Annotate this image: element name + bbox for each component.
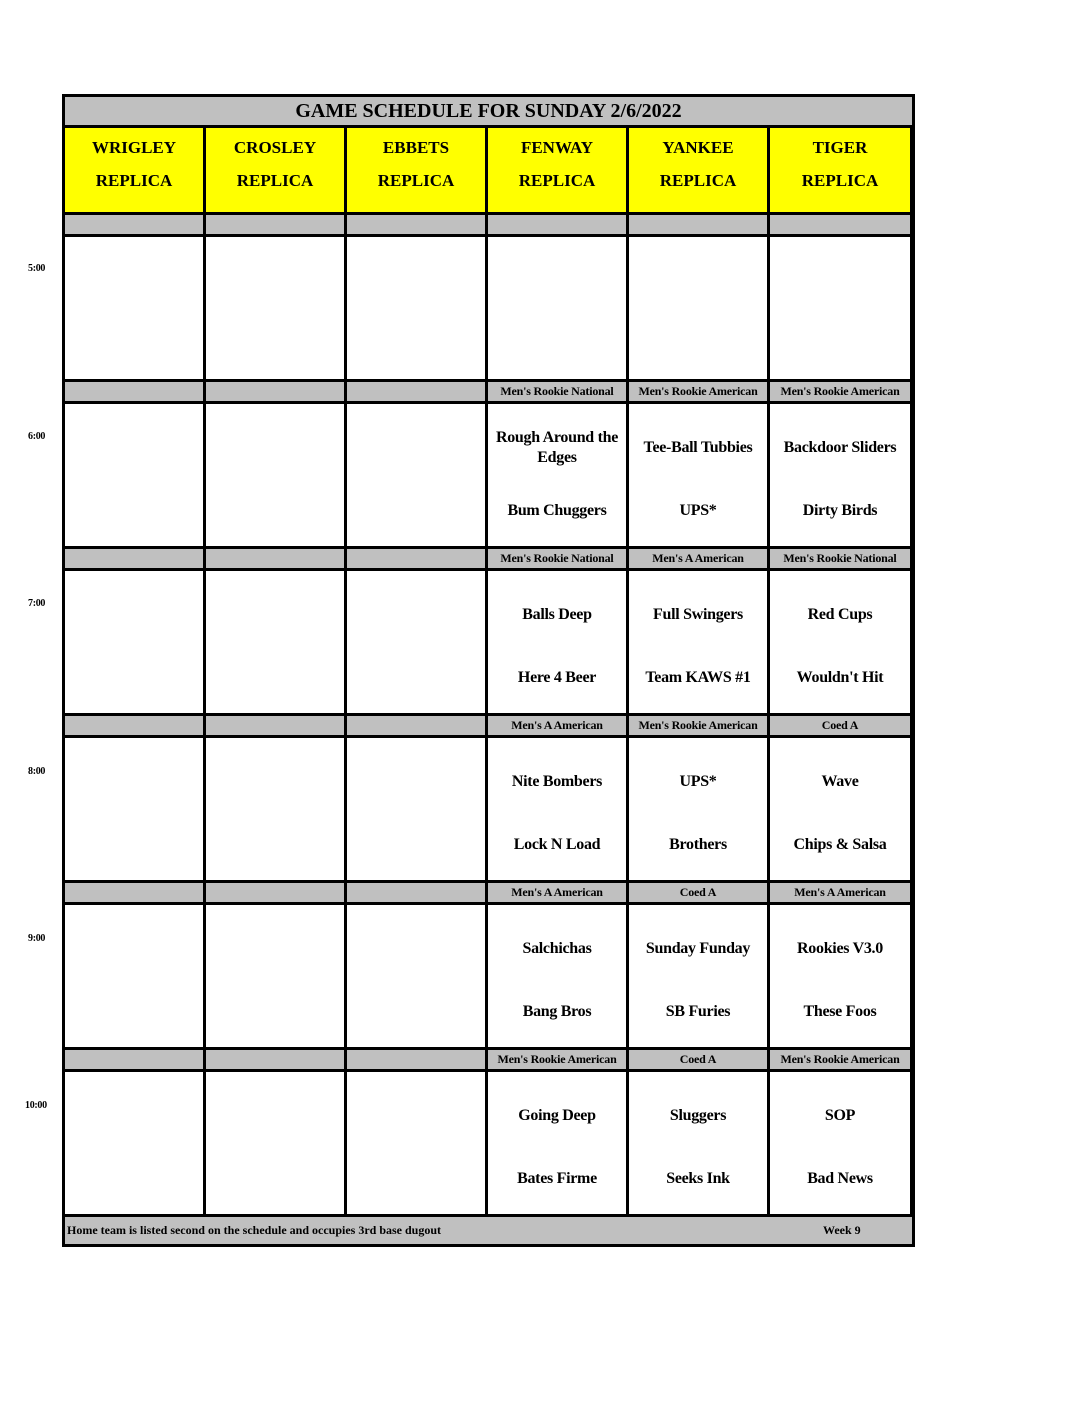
home-team bbox=[210, 500, 340, 522]
away-team bbox=[351, 762, 481, 802]
home-team bbox=[210, 667, 340, 689]
home-team: Lock N Load bbox=[513, 836, 601, 853]
away-team: SOP bbox=[824, 1107, 856, 1124]
division-label bbox=[65, 716, 206, 735]
division-label: Men's Rookie American bbox=[770, 1050, 910, 1069]
away-team bbox=[69, 929, 199, 969]
game-cell bbox=[65, 237, 206, 379]
time-label: 9:00 bbox=[28, 933, 46, 944]
field-name: WRIGLEY bbox=[91, 138, 177, 157]
away-team: UPS* bbox=[679, 773, 717, 790]
division-label bbox=[206, 883, 347, 902]
away-team: Going Deep bbox=[518, 1107, 596, 1124]
field-header bbox=[629, 128, 770, 212]
schedule-footer bbox=[65, 1217, 912, 1244]
division-label: Coed A bbox=[629, 1050, 770, 1069]
time-column bbox=[0, 0, 62, 1408]
home-team bbox=[210, 1168, 340, 1190]
division-label bbox=[347, 716, 488, 735]
away-team bbox=[210, 595, 340, 635]
away-team bbox=[210, 929, 340, 969]
game-cell bbox=[347, 404, 488, 546]
away-team bbox=[69, 762, 199, 802]
home-team bbox=[351, 667, 481, 689]
home-team bbox=[351, 1001, 481, 1023]
division-label bbox=[65, 883, 206, 902]
game-cell bbox=[488, 237, 629, 379]
home-team bbox=[210, 1001, 340, 1023]
division-label bbox=[347, 215, 488, 234]
game-cell bbox=[629, 905, 770, 1047]
game-cell bbox=[770, 738, 910, 880]
game-cell bbox=[206, 1072, 347, 1214]
division-label: Men's A American bbox=[629, 549, 770, 568]
away-team bbox=[633, 261, 763, 301]
home-team: Team KAWS #1 bbox=[645, 669, 751, 686]
home-team bbox=[210, 834, 340, 856]
game-cell bbox=[65, 1072, 206, 1214]
division-label bbox=[347, 549, 488, 568]
division-label bbox=[347, 883, 488, 902]
home-team: Bates Firme bbox=[517, 1170, 597, 1187]
home-team: Dirty Birds bbox=[802, 502, 878, 519]
game-cell bbox=[488, 1072, 629, 1214]
game-cell bbox=[206, 404, 347, 546]
away-team bbox=[69, 595, 199, 635]
division-label bbox=[347, 1050, 488, 1069]
field-type: REPLICA bbox=[518, 171, 596, 190]
away-team: Rough Around the Edges bbox=[495, 429, 619, 466]
home-team: Bang Bros bbox=[522, 1003, 592, 1020]
field-name: FENWAY bbox=[520, 138, 594, 157]
division-label: Men's Rookie American bbox=[770, 382, 910, 401]
away-team bbox=[351, 929, 481, 969]
home-team bbox=[69, 1168, 199, 1190]
field-type: REPLICA bbox=[236, 171, 314, 190]
game-slot-row bbox=[65, 738, 912, 883]
game-slot-row bbox=[65, 404, 912, 549]
game-cell bbox=[629, 404, 770, 546]
game-cell bbox=[770, 404, 910, 546]
division-label bbox=[629, 215, 770, 234]
game-cell bbox=[206, 237, 347, 379]
division-label bbox=[206, 215, 347, 234]
division-label: Coed A bbox=[629, 883, 770, 902]
week-label: Week 9 bbox=[823, 1223, 861, 1237]
away-team bbox=[351, 1096, 481, 1136]
division-label: Men's A American bbox=[488, 883, 629, 902]
home-team bbox=[69, 667, 199, 689]
division-row bbox=[65, 215, 912, 237]
away-team bbox=[492, 261, 622, 301]
home-team bbox=[492, 333, 622, 355]
game-cell bbox=[347, 237, 488, 379]
division-label bbox=[206, 1050, 347, 1069]
game-cell bbox=[65, 905, 206, 1047]
home-team bbox=[633, 333, 763, 355]
game-cell bbox=[488, 571, 629, 713]
home-team: Wouldn't Hit bbox=[796, 669, 884, 686]
home-team bbox=[69, 333, 199, 355]
game-cell bbox=[488, 738, 629, 880]
game-cell bbox=[770, 571, 910, 713]
schedule-table bbox=[62, 94, 915, 1247]
home-team: Seeks Ink bbox=[666, 1170, 730, 1187]
game-slot-row bbox=[65, 237, 912, 382]
time-label: 8:00 bbox=[28, 766, 46, 777]
division-label bbox=[488, 215, 629, 234]
field-header-row bbox=[65, 128, 912, 215]
away-team bbox=[69, 428, 199, 468]
home-team bbox=[69, 834, 199, 856]
division-label: Men's Rookie American bbox=[629, 716, 770, 735]
division-label: Coed A bbox=[770, 716, 910, 735]
field-type: REPLICA bbox=[377, 171, 455, 190]
home-team: Here 4 Beer bbox=[517, 669, 597, 686]
away-team bbox=[210, 261, 340, 301]
time-label: 6:00 bbox=[28, 431, 46, 442]
division-label: Men's Rookie National bbox=[488, 382, 629, 401]
division-row bbox=[65, 716, 912, 738]
field-header bbox=[65, 128, 206, 212]
home-team bbox=[774, 333, 906, 355]
game-cell bbox=[629, 738, 770, 880]
game-slot-row bbox=[65, 571, 912, 716]
home-team bbox=[351, 1168, 481, 1190]
away-team: Rookies V3.0 bbox=[797, 940, 883, 957]
time-label: 5:00 bbox=[28, 263, 46, 274]
away-team bbox=[210, 1096, 340, 1136]
away-team bbox=[69, 261, 199, 301]
away-team: Red Cups bbox=[807, 606, 873, 623]
home-team: SB Furies bbox=[665, 1003, 731, 1020]
time-label: 7:00 bbox=[28, 598, 46, 609]
home-team: These Foos bbox=[803, 1003, 877, 1020]
division-label: Men's Rookie American bbox=[629, 382, 770, 401]
schedule-title: GAME SCHEDULE FOR SUNDAY 2/6/2022 bbox=[65, 97, 912, 128]
game-cell bbox=[770, 237, 910, 379]
home-team-note: Home team is listed second on the schedule and occupies 3rd base dugout bbox=[67, 1223, 442, 1237]
away-team: Tee-Ball Tubbies bbox=[643, 439, 753, 456]
away-team bbox=[351, 595, 481, 635]
home-team: UPS* bbox=[679, 502, 717, 519]
field-type: REPLICA bbox=[659, 171, 737, 190]
field-type: REPLICA bbox=[95, 171, 173, 190]
division-label: Men's Rookie National bbox=[488, 549, 629, 568]
game-cell bbox=[347, 571, 488, 713]
division-label bbox=[206, 716, 347, 735]
division-label: Men's Rookie National bbox=[770, 549, 910, 568]
field-name: TIGER bbox=[812, 138, 868, 157]
division-label bbox=[65, 549, 206, 568]
game-cell bbox=[206, 738, 347, 880]
game-cell bbox=[347, 738, 488, 880]
division-label bbox=[65, 382, 206, 401]
division-label: Men's Rookie American bbox=[488, 1050, 629, 1069]
field-header bbox=[347, 128, 488, 212]
away-team bbox=[210, 428, 340, 468]
game-cell bbox=[629, 1072, 770, 1214]
home-team bbox=[210, 333, 340, 355]
division-row bbox=[65, 382, 912, 404]
division-label bbox=[770, 215, 910, 234]
field-header bbox=[206, 128, 347, 212]
field-name: YANKEE bbox=[662, 138, 734, 157]
away-team: Balls Deep bbox=[522, 606, 592, 623]
division-label: Men's A American bbox=[488, 716, 629, 735]
away-team: Backdoor Sliders bbox=[783, 439, 897, 456]
game-slot-row bbox=[65, 1072, 912, 1217]
away-team: Sluggers bbox=[669, 1107, 727, 1124]
division-row bbox=[65, 1050, 912, 1072]
home-team bbox=[69, 500, 199, 522]
game-cell bbox=[206, 571, 347, 713]
home-team: Bad News bbox=[807, 1170, 873, 1187]
away-team: Wave bbox=[821, 773, 859, 790]
field-name: EBBETS bbox=[382, 138, 450, 157]
away-team bbox=[351, 261, 481, 301]
home-team: Chips & Salsa bbox=[793, 836, 887, 853]
game-cell bbox=[629, 571, 770, 713]
away-team: Salchichas bbox=[522, 940, 592, 957]
home-team bbox=[351, 333, 481, 355]
home-team bbox=[351, 500, 481, 522]
game-cell bbox=[629, 237, 770, 379]
division-label bbox=[65, 1050, 206, 1069]
division-label: Men's A American bbox=[770, 883, 910, 902]
home-team: Bum Chuggers bbox=[507, 502, 607, 519]
game-cell bbox=[488, 404, 629, 546]
game-cell bbox=[347, 905, 488, 1047]
away-team bbox=[69, 1096, 199, 1136]
away-team bbox=[210, 762, 340, 802]
home-team bbox=[69, 1001, 199, 1023]
away-team bbox=[774, 261, 906, 301]
division-row bbox=[65, 549, 912, 571]
game-cell bbox=[65, 404, 206, 546]
division-label bbox=[206, 549, 347, 568]
home-team bbox=[351, 834, 481, 856]
away-team: Sunday Funday bbox=[645, 940, 751, 957]
game-cell bbox=[347, 1072, 488, 1214]
home-team: Brothers bbox=[669, 836, 727, 853]
division-label bbox=[65, 215, 206, 234]
field-type: REPLICA bbox=[801, 171, 879, 190]
game-cell bbox=[206, 905, 347, 1047]
game-slot-row bbox=[65, 905, 912, 1050]
away-team: Full Swingers bbox=[653, 606, 743, 623]
away-team: Nite Bombers bbox=[511, 773, 603, 790]
game-cell bbox=[488, 905, 629, 1047]
field-header bbox=[770, 128, 910, 212]
division-label bbox=[206, 382, 347, 401]
time-label: 10:00 bbox=[25, 1100, 47, 1111]
field-header bbox=[488, 128, 629, 212]
game-cell bbox=[770, 905, 910, 1047]
away-team bbox=[351, 428, 481, 468]
division-row bbox=[65, 883, 912, 905]
game-cell bbox=[65, 571, 206, 713]
division-label bbox=[347, 382, 488, 401]
game-cell bbox=[65, 738, 206, 880]
game-cell bbox=[770, 1072, 910, 1214]
field-name: CROSLEY bbox=[233, 138, 317, 157]
